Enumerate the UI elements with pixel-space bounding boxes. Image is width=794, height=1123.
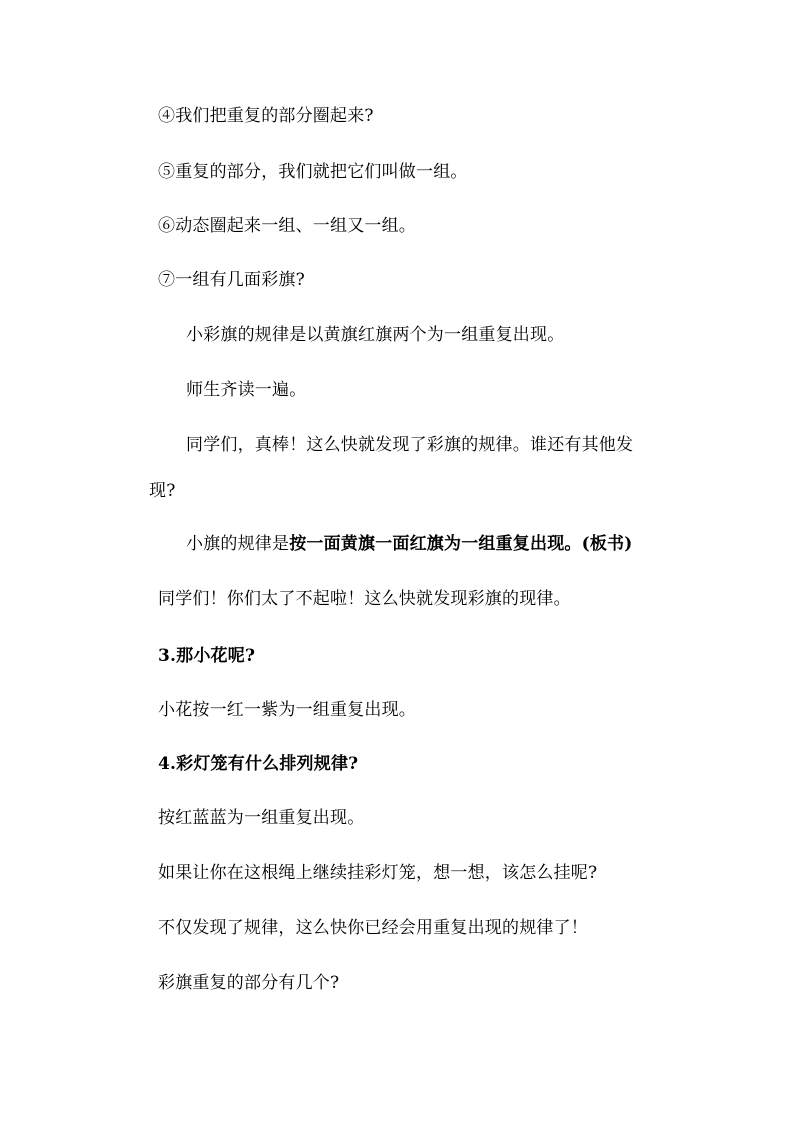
text-line: ④我们把重复的部分圈起来? bbox=[158, 106, 374, 126]
text-line: ⑥动态圈起来一组、一组又一组。 bbox=[158, 216, 416, 236]
text-line: 按红蓝蓝为一组重复出现。 bbox=[158, 808, 365, 828]
text-line: ⑤重复的部分，我们就把它们叫做一组。 bbox=[158, 162, 468, 182]
bold-text-segment: 按一面黄旗一面红旗为一组重复出现。(板书) bbox=[289, 534, 633, 554]
text-line: 现? bbox=[149, 481, 176, 501]
text-line: 同学们！你们太了不起啦！这么快就发现彩旗的现律。 bbox=[158, 589, 571, 609]
text-line: 不仅发现了规律，这么快你已经会用重复出现的规律了！ bbox=[158, 918, 588, 938]
text-line: ⑦一组有几面彩旗? bbox=[158, 270, 305, 290]
text-line: 如果让你在这根绳上继续挂彩灯笼，想一想，该怎么挂呢? bbox=[158, 863, 598, 883]
section-heading: 4.彩灯笼有什么排列规律? bbox=[158, 754, 359, 774]
text-line: 彩旗重复的部分有几个? bbox=[158, 973, 340, 993]
text-line: 同学们，真棒！这么快就发现了彩旗的规律。谁还有其他发 bbox=[186, 435, 634, 455]
section-heading: 3.那小花呢? bbox=[158, 646, 256, 666]
text-line: 师生齐读一遍。 bbox=[186, 380, 307, 400]
text-line: 小花按一红一紫为一组重复出现。 bbox=[158, 700, 416, 720]
text-segment: 小旗的规律是 bbox=[186, 534, 290, 554]
text-line: 小彩旗的规律是以黄旗红旗两个为一组重复出现。 bbox=[186, 325, 565, 345]
text-line-mixed bbox=[186, 532, 633, 556]
